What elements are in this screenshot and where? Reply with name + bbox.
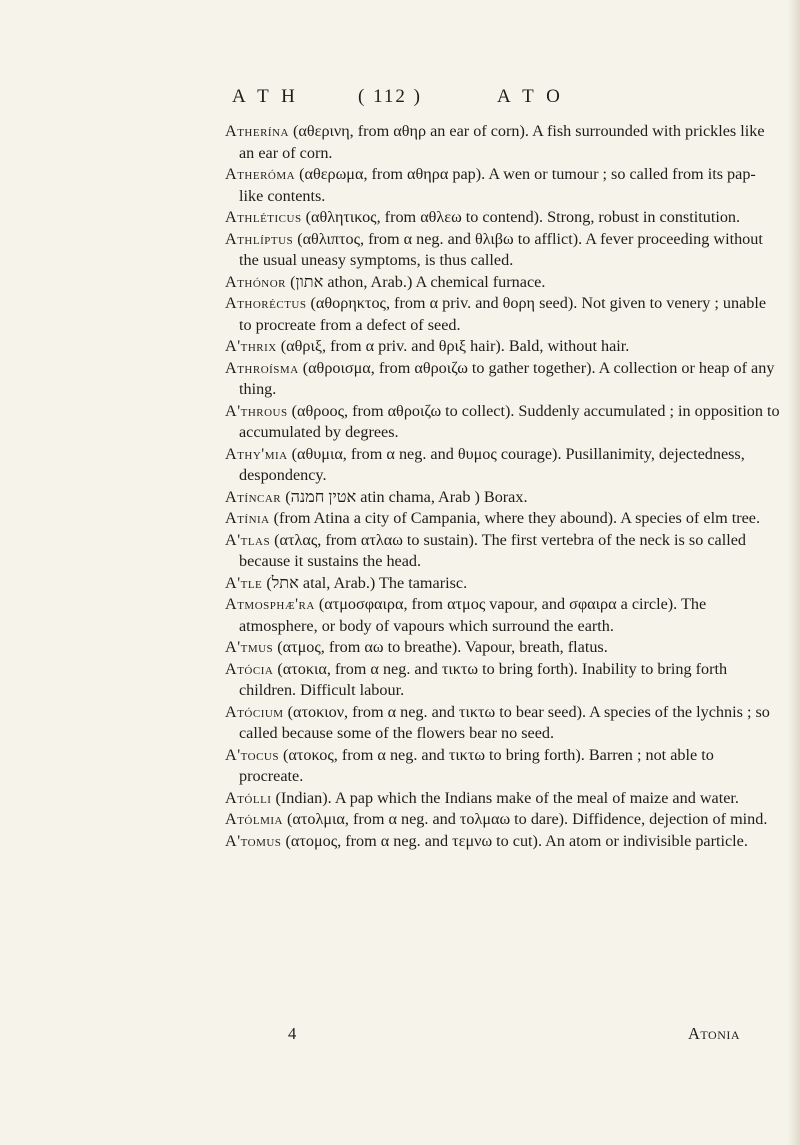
- page-footer: [0, 1024, 800, 1048]
- entry-definition: (ατολμια, from α neg. and τολμαω to dare). Diffidence, dejection of mind.: [282, 810, 768, 828]
- dictionary-entry: [225, 293, 780, 336]
- entry-definition: (ατοκος, from α neg. and τικτω to bring forth). Barren ; not able to procreate.: [239, 745, 714, 785]
- page-edge-shadow: [788, 0, 800, 1145]
- entry-definition: (αθροος, from αθροιζω to collect). Suddenly accumulated ; in opposition to accumulated by degrees.: [239, 401, 780, 441]
- dictionary-entry: [225, 444, 780, 487]
- entry-headword: A'tlas: [225, 530, 271, 549]
- dictionary-entry: [225, 358, 780, 401]
- running-header: [0, 86, 800, 116]
- header-right: A T O: [497, 86, 564, 107]
- entry-headword: Athy'mia: [225, 444, 288, 463]
- entry-headword: Atherína: [225, 122, 289, 140]
- entry-definition: (אתל atal, Arab.) The tamarisc.: [262, 573, 468, 592]
- dictionary-entry: [225, 637, 780, 659]
- entry-headword: Athoréctus: [225, 294, 307, 312]
- dictionary-entry: [225, 530, 780, 573]
- page-number: ( 112 ): [358, 86, 422, 107]
- dictionary-entry: [225, 745, 780, 788]
- dictionary-entry: [225, 573, 780, 595]
- entry-definition: (αθυμια, from α neg. and θυμος courage). Pusillanimity, dejectedness, despondency.: [239, 444, 745, 484]
- entry-headword: A'thrix: [225, 337, 277, 355]
- entry-definition: (ατομος, from α neg. and τεμνω to cut). An atom or indivisible particle.: [281, 831, 748, 850]
- dictionary-entry: [225, 659, 780, 702]
- entry-headword: A'tocus: [225, 745, 279, 764]
- entry-headword: Atíncar: [225, 487, 282, 506]
- entry-headword: A'throus: [225, 401, 288, 420]
- dictionary-entry: [225, 594, 780, 637]
- entry-definition: (αθερωμα, from αθηρα pap). A wen or tumour ; so called from its pap-like contents.: [239, 165, 756, 205]
- dictionary-entry: [225, 164, 780, 207]
- dictionary-entry: [225, 121, 780, 164]
- entry-definition: (ατοκια, from α neg. and τικτω to bring forth). Inability to bring forth children. Difficult labour.: [239, 659, 728, 699]
- entry-headword: Atólli: [225, 788, 272, 807]
- entry-headword: A'tmus: [225, 638, 274, 656]
- dictionary-entry: [225, 702, 780, 745]
- entry-definition: (αθορηκτος, from α priv. and θορη seed). Not given to venery ; unable to procreate from a defect of seed.: [239, 294, 767, 334]
- dictionary-entry: [225, 401, 780, 444]
- entry-definition: (ατμος, from αω to breathe). Vapour, breath, flatus.: [273, 638, 608, 656]
- entry-headword: Atólmia: [225, 810, 283, 828]
- entry-definition: (αθλητικος, from αθλεω to contend). Strong, robust in constitution.: [301, 208, 741, 226]
- entry-definition: (ατμοσφαιρα, from ατμος vapour, and σφαιρα a circle). The atmosphere, or body of vapours which surround the earth.: [239, 595, 707, 635]
- entry-definition: (ατλας, from ατλαω to sustain). The first vertebra of the neck is so called because it sustains the head.: [239, 530, 746, 570]
- dictionary-entry: [225, 487, 780, 509]
- entry-definition: (αθριξ, from α priv. and θριξ hair). Bald, without hair.: [276, 337, 630, 355]
- entry-headword: Atócia: [225, 659, 274, 678]
- header-left: A T H: [232, 86, 299, 107]
- entry-definition: (αθλιπτος, from α neg. and θλιβω to afflict). A fever proceeding without the usual uneasy symptoms, is thus called.: [239, 229, 763, 269]
- entry-headword: Athlíptus: [225, 229, 294, 248]
- dictionary-entry: [225, 831, 780, 853]
- signature-mark: 4: [288, 1024, 297, 1043]
- dictionary-entry: [225, 809, 780, 831]
- entry-headword: Atínia: [225, 509, 270, 527]
- dictionary-entry: [225, 207, 780, 229]
- entry-headword: Atmosphæ'ra: [225, 595, 315, 613]
- dictionary-entry: [225, 272, 780, 294]
- entry-headword: A'tle: [225, 573, 263, 592]
- dictionary-entry: [225, 336, 780, 358]
- dictionary-entry: [225, 508, 780, 530]
- entry-definition: (ατοκιον, from α neg. and τικτω to bear seed). A species of the lychnis ; so called because some of the flowers bear no seed.: [239, 702, 770, 742]
- entry-headword: Athroísma: [225, 358, 299, 377]
- dictionary-entry: [225, 788, 780, 810]
- entry-headword: Atócium: [225, 702, 284, 721]
- entry-definition: (from Atina a city of Campania, where they abound). A species of elm tree.: [269, 509, 761, 527]
- entry-headword: Athónor: [225, 272, 287, 291]
- entry-definition: (αθερινη, from αθηρ an ear of corn). A fish surrounded with prickles like an ear of corn.: [239, 122, 765, 162]
- entry-headword: Atheróma: [225, 165, 296, 183]
- entry-definition: (αθροισμα, from αθροιζω to gather together). A collection or heap of any thing.: [239, 358, 775, 398]
- entry-headword: A'tomus: [225, 831, 282, 850]
- catchword: Atonia: [688, 1024, 741, 1043]
- entry-definition: (אטין חמנה atin chama, Arab ) Borax.: [281, 487, 528, 506]
- entry-definition: (Indian). A pap which the Indians make of the meal of maize and water.: [271, 788, 739, 807]
- dictionary-entry: [225, 229, 780, 272]
- entry-definition: (אתון athon, Arab.) A chemical furnace.: [286, 272, 546, 291]
- entry-headword: Athléticus: [225, 208, 302, 226]
- entry-list: [225, 121, 780, 852]
